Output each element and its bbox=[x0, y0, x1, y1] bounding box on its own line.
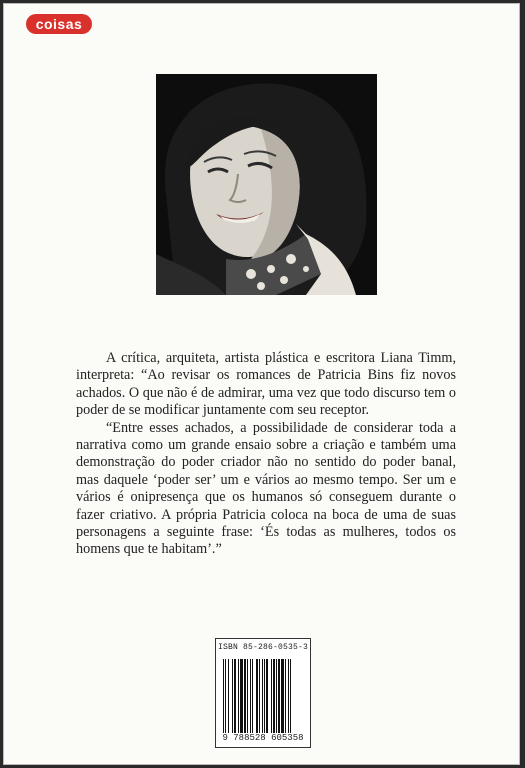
barcode-bar bbox=[290, 659, 291, 733]
barcode-bar bbox=[234, 659, 236, 733]
barcode-bar bbox=[250, 659, 251, 733]
portrait-image bbox=[156, 74, 377, 295]
blurb-paragraph: “Entre esses achados, a possibilidade de considerar toda a narrativa como um grande ensaio sobre a criação e também uma demonstração do poder criador não no sentido do poder banal, mas daquele ‘poder ser’ um e vários ao mesmo tempo. Ser um e vários é onipresença que os humanos só conseguem durante o fazer criativo. A própria Patricia coloca na boca de uma de suas personagens a seguinte frase: ‘És todas as mulheres, todos os homens que te habitam’.” bbox=[76, 419, 456, 558]
barcode-bar bbox=[271, 659, 272, 733]
barcode-bar bbox=[223, 659, 224, 733]
barcode-bar bbox=[285, 659, 286, 733]
barcode-bar bbox=[266, 659, 268, 733]
barcode-bar bbox=[278, 659, 280, 733]
barcode-bar bbox=[225, 659, 226, 733]
barcode-block bbox=[215, 638, 311, 748]
barcode-bar bbox=[244, 659, 246, 733]
barcode-bar bbox=[288, 659, 289, 733]
barcode-icon bbox=[223, 659, 305, 733]
book-back-cover bbox=[3, 3, 520, 765]
blurb-text bbox=[76, 350, 456, 559]
ean-number: 9 788528 605358 bbox=[222, 733, 304, 743]
blurb-paragraph: A crítica, arquiteta, artista plástica e escritora Liana Timm, interpreta: “Ao revisar os romances de Patricia Bins fiz novos achados. O que não é de admirar, uma vez que todo discurso tem o poder de se modificar juntamente com seu receptor. bbox=[76, 350, 456, 419]
barcode-bar bbox=[264, 659, 265, 733]
barcode-bar bbox=[240, 659, 243, 733]
barcode-bar bbox=[276, 659, 277, 733]
barcode-bar bbox=[281, 659, 284, 733]
barcode-bar bbox=[228, 659, 229, 733]
barcode-bar bbox=[273, 659, 275, 733]
barcode-bar bbox=[247, 659, 248, 733]
barcode-bar bbox=[252, 659, 253, 733]
author-photo bbox=[156, 74, 377, 295]
barcode-bar bbox=[262, 659, 263, 733]
store-badge: coisas bbox=[26, 14, 92, 34]
isbn-label: ISBN 85-286-0535-3 bbox=[217, 643, 308, 652]
barcode-bar bbox=[238, 659, 239, 733]
barcode-bar bbox=[259, 659, 260, 733]
barcode-bar bbox=[256, 659, 258, 733]
barcode-bar bbox=[232, 659, 233, 733]
